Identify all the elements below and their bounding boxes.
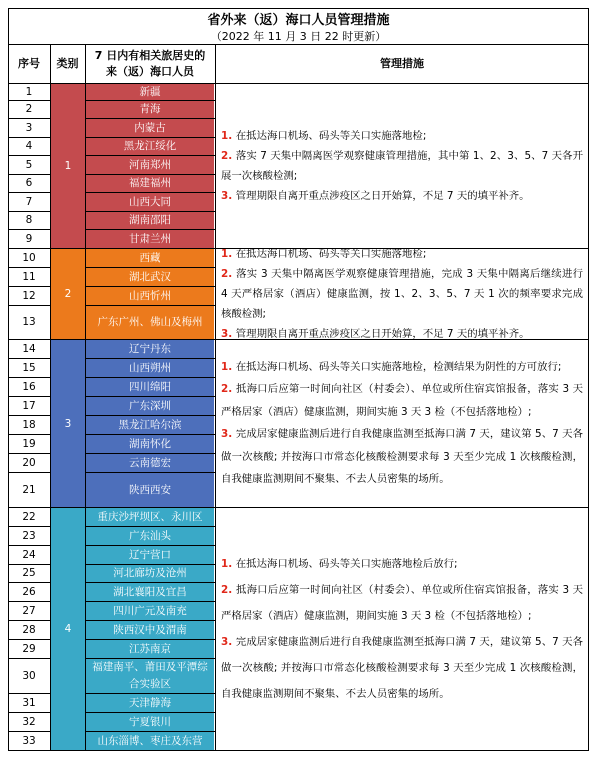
- row-index: 21: [22, 483, 36, 496]
- measure-number: 2.: [221, 583, 236, 596]
- region-cell: 新疆: [86, 84, 214, 100]
- measure-text: 在抵达海口机场、码头等关口实施落地检，检测结果为阴性的方可放行;: [235, 360, 562, 373]
- measures-block: [221, 248, 583, 339]
- category-cell: 2: [51, 249, 85, 339]
- row-index: 6: [25, 177, 33, 189]
- region-cell: 广东深圳: [86, 397, 214, 415]
- border-top: [8, 8, 589, 9]
- region-cell: 山西大同: [86, 193, 214, 211]
- measure-item: [221, 248, 583, 264]
- region-cell: 广东广州、佛山及梅州: [86, 306, 214, 339]
- measure-text: 管理期限自离开重点涉疫区之日开始算，不足 7 天的填平补齐。: [235, 327, 530, 339]
- measures-block: [221, 339, 583, 507]
- row-index: 18: [22, 418, 36, 431]
- row-index: 15: [22, 361, 36, 374]
- col-divider: [50, 44, 51, 750]
- measure-item: [221, 423, 583, 491]
- measure-number: 3.: [221, 189, 236, 202]
- region-cell: 山西朔州: [86, 359, 214, 377]
- region-cell: 宁夏银川: [86, 713, 214, 731]
- group-divider: [8, 750, 589, 751]
- measure-number: 1.: [221, 248, 236, 260]
- header-region: 7 日内有相关旅居史的来（返）海口人员: [94, 49, 206, 78]
- measure-number: 3.: [221, 327, 236, 339]
- region-cell: 黑龙江绥化: [86, 138, 214, 155]
- measure-text: 抵海口后应第一时间向社区（村委会）、单位或所住宿宾馆报备，落实 3 天严格居家（酒店）健康监测，期间实施 3 天 3 检（不包括落地检）;: [221, 383, 583, 418]
- measure-item: [221, 186, 583, 206]
- region-cell: 重庆沙坪坝区、永川区: [86, 508, 214, 526]
- row-index: 13: [22, 316, 36, 328]
- row-index: 8: [25, 214, 33, 226]
- measures-block: [221, 507, 583, 750]
- measure-number: 1.: [221, 557, 236, 570]
- measure-text: 完成居家健康监测后进行自我健康监测至抵海口满 7 天，建议第 5、7 天各做一次核酸; 并按海口市常态化核酸检测要求每 3 天至少完成 1 次核酸检测，自我健康监测期间不聚集、不去人员密集的场所。: [221, 428, 583, 485]
- measure-item: [221, 356, 583, 379]
- row-index: 9: [25, 232, 33, 245]
- region-cell: 甘肃兰州: [86, 230, 214, 248]
- measure-item: [221, 126, 583, 146]
- region-cell: 河北廊坊及沧州: [86, 565, 214, 582]
- table-subtitle: （2022 年 11 月 3 日 22 时更新）: [210, 30, 387, 43]
- row-index: 20: [22, 456, 36, 469]
- region-cell: 辽宁丹东: [86, 340, 214, 358]
- category-cell: 1: [51, 84, 85, 248]
- border-header: [8, 83, 589, 84]
- measure-item: [221, 146, 583, 186]
- row-index: 23: [22, 529, 36, 542]
- table-title: 省外来（返）海口人员管理措施: [207, 12, 390, 28]
- row-index: 16: [22, 380, 36, 393]
- region-cell: 湖北襄阳及宜昌: [86, 583, 214, 601]
- row-index: 31: [22, 696, 36, 709]
- measure-text: 抵海口后应第一时间向社区（村委会）、单位或所住宿宾馆报备，落实 3 天严格居家（酒店）健康监测，期间实施 3 天 3 检（不包括落地检）;: [221, 583, 583, 622]
- measure-text: 在抵达海口机场、码头等关口实施落地检;: [235, 129, 427, 142]
- category-cell: 4: [51, 508, 85, 750]
- category-cell: 3: [51, 340, 85, 507]
- measure-number: 2.: [221, 267, 237, 280]
- row-index: 12: [22, 289, 36, 302]
- region-cell: 陕西汉中及渭南: [86, 621, 214, 639]
- row-index: 11: [22, 270, 36, 283]
- region-cell: 陕西西安: [86, 473, 214, 507]
- border-left: [8, 8, 9, 751]
- measures-block: [221, 83, 583, 248]
- measure-item: [221, 551, 583, 577]
- region-cell: 河南郑州: [86, 156, 214, 174]
- row-index: 2: [25, 103, 33, 115]
- measure-item: [221, 577, 583, 629]
- region-cell: 湖南邵阳: [86, 212, 214, 229]
- region-cell: 山西忻州: [86, 287, 214, 305]
- measure-text: 完成居家健康监测后进行自我健康监测至抵海口满 7 天，建议第 5、7 天各做一次核酸; 并按海口市常态化核酸检测要求每 3 天至少完成 1 次核酸检测，自我健康监测期间不聚集、不去人员密集的场所。: [221, 635, 583, 700]
- row-index: 28: [22, 623, 36, 636]
- measure-number: 1.: [221, 360, 236, 373]
- region-cell: 福建福州: [86, 175, 214, 192]
- row-index: 26: [22, 585, 36, 598]
- row-index: 19: [22, 437, 36, 450]
- row-index: 22: [22, 510, 36, 523]
- measure-item: [221, 264, 583, 324]
- header-category: 类别: [56, 57, 79, 70]
- row-index: 24: [22, 548, 36, 561]
- measure-number: 1.: [221, 129, 236, 142]
- col-divider: [85, 44, 86, 750]
- region-cell: 湖南怀化: [86, 435, 214, 453]
- header-measures: 管理措施: [380, 57, 424, 70]
- measure-text: 管理期限自离开重点涉疫区之日开始算，不足 7 天的填平补齐。: [235, 189, 530, 202]
- region-cell: 四川广元及南充: [86, 602, 214, 620]
- region-cell: 辽宁营口: [86, 546, 214, 564]
- row-index: 25: [22, 567, 36, 579]
- region-cell: 青海: [86, 101, 214, 118]
- measure-item: [221, 324, 583, 340]
- region-cell: 广东汕头: [86, 527, 214, 545]
- region-cell: 山东淄博、枣庄及东营: [86, 732, 214, 750]
- header-index: 序号: [18, 57, 40, 70]
- row-index: 32: [22, 715, 36, 728]
- measure-number: 3.: [221, 428, 236, 440]
- measure-item: [221, 629, 583, 707]
- row-index: 27: [22, 604, 36, 617]
- region-cell: 黑龙江哈尔滨: [86, 416, 214, 434]
- measure-item: [221, 378, 583, 423]
- measure-number: 2.: [221, 383, 236, 395]
- row-index: 3: [25, 121, 33, 134]
- row-index: 30: [22, 669, 36, 682]
- region-cell: 江苏南京: [86, 640, 214, 658]
- row-index: 14: [22, 342, 36, 355]
- row-index: 1: [25, 85, 33, 98]
- row-index: 29: [22, 642, 36, 655]
- measure-text: 落实 7 天集中隔离医学观察健康管理措施，其中第 1、2、3、5、7 天各开展一次核酸检测;: [221, 149, 583, 182]
- region-cell: 湖北武汉: [86, 268, 214, 286]
- row-index: 7: [25, 195, 33, 208]
- border-right: [588, 8, 589, 751]
- region-cell: 四川绵阳: [86, 378, 214, 396]
- border-title: [8, 44, 589, 45]
- row-index: 33: [22, 734, 36, 747]
- measure-text: 在抵达海口机场、码头等关口实施落地检;: [235, 248, 427, 260]
- region-cell: 内蒙古: [86, 119, 214, 137]
- region-cell: 天津静海: [86, 694, 214, 712]
- region-cell: 福建南平、莆田及平潭综合实验区: [86, 659, 214, 693]
- measure-number: 2.: [221, 149, 236, 162]
- measure-text: 落实 3 天集中隔离医学观察健康管理措施，完成 3 天集中隔离后继续进行 4 天严格居家（酒店）健康监测，按 1、2、3、5、7 天 1 次的频率要求完成核酸检测;: [221, 267, 583, 320]
- row-index: 17: [22, 399, 36, 412]
- region-cell: 云南德宏: [86, 454, 214, 472]
- row-index: 5: [25, 158, 33, 171]
- row-index: 4: [25, 140, 33, 152]
- region-cell: 西藏: [86, 249, 214, 267]
- col-divider: [215, 44, 216, 750]
- measure-number: 3.: [221, 635, 236, 648]
- measure-text: 在抵达海口机场、码头等关口实施落地检后放行;: [235, 557, 458, 570]
- row-index: 10: [22, 251, 36, 264]
